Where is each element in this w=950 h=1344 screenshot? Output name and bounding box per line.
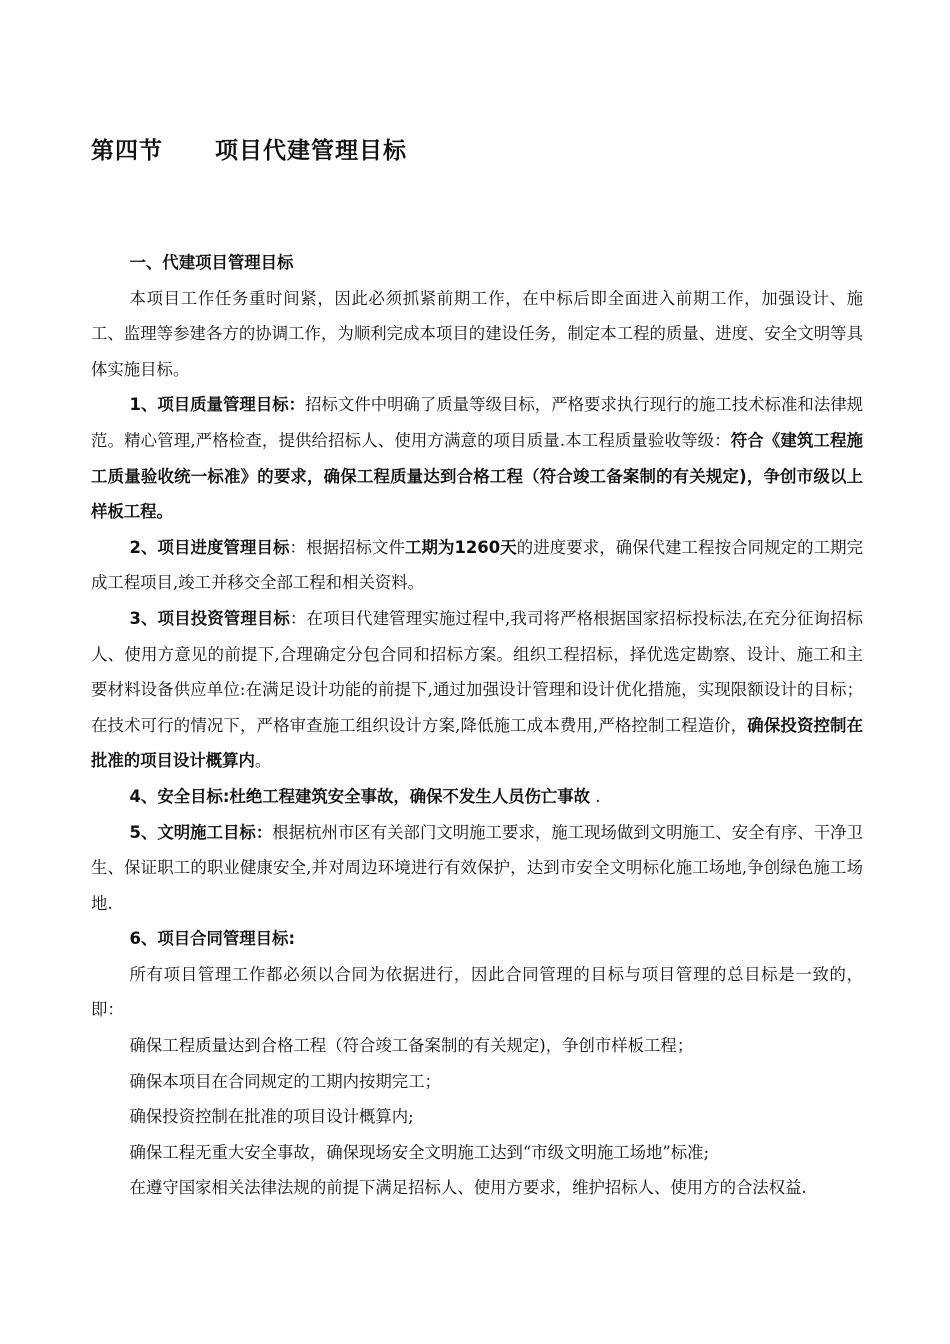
investment-goal-emphasis: 确保投资控制在批准的项目设计概算内	[91, 715, 864, 771]
investment-goal-end: 。	[254, 751, 272, 771]
section-heading: 项目代建管理目标	[215, 138, 407, 164]
contract-goal-item: 确保本项目在合同规定的工期内按期完工；	[129, 1071, 441, 1091]
safety-goal-label: 4、安全目标:杜绝工程建筑安全事故，确保不发生人员伤亡事故	[129, 786, 591, 806]
contract-goal-item: 在遵守国家相关法律法规的前提下满足招标人、使用方要求，维护招标人、使用方的合法权益.	[129, 1178, 807, 1198]
schedule-goal-paragraph	[91, 530, 863, 601]
subheading-1: 一、代建项目管理目标	[129, 253, 294, 272]
quality-goal-emphasis: 符合《建筑工程施工质量验收统一标准》的要求，确保工程质量达到合格工程（符合竣工备案制的有关规定)，争创市级以上样板工程。	[91, 430, 864, 522]
investment-goal-paragraph	[91, 601, 863, 779]
quality-goal-paragraph	[91, 387, 863, 529]
safety-goal-end: .	[590, 786, 601, 806]
contract-goal-item: 确保投资控制在批准的项目设计概算内;	[129, 1107, 414, 1127]
section-number: 第四节	[91, 138, 163, 164]
schedule-goal-label: 2、项目进度管理目标	[129, 537, 290, 557]
civilized-construction-label: 5、文明施工目标：	[129, 822, 273, 842]
quality-goal-text: 招标文件中明确了质量等级目标，严格要求执行现行的施工技术标准和法律规范。精心管理,严格检查，提供给招标人、使用方满意的项目质量.本工程质量验收等级：	[91, 395, 863, 450]
investment-goal-label: 3、项目投资管理目标	[129, 608, 290, 628]
document-body	[91, 245, 863, 1206]
contract-goal-item: 确保工程质量达到合格工程（符合竣工备案制的有关规定)，争创市样板工程；	[129, 1036, 694, 1056]
schedule-goal-duration: 工期为1260天	[405, 537, 517, 557]
schedule-goal-text-a: ：根据招标文件	[289, 537, 405, 557]
section-title	[91, 132, 407, 165]
schedule-goal-text-b: 的进度要求，确保代建工程按合同规定的工期完成工程项目,竣工并移交全部工程和相关资料。	[91, 537, 864, 593]
civilized-construction-text: 根据杭州市区有关部门文明施工要求，施工现场做到文明施工、安全有序、干净卫生、保证职工的职业健康安全,并对周边环境进行有效保护，达到市安全文明标化施工场地,争创绿色施工场地.	[91, 822, 864, 913]
investment-goal-text: ：在项目代建管理实施过程中,我司将严格根据国家招标投标法,在充分征询招标人、使用方意见的前提下,合理确定分包合同和招标方案。组织工程招标，择优选定勘察、设计、施工和主要材料设备供应单位:在满足设计功能的前提下,通过加强设计管理和设计优化措施，实现限额设计的目标；在技术可行的情况下，严格审查施工组织设计方案,降低施工成本费用,严格控制工程造价，	[91, 608, 864, 735]
contract-goal-item: 确保工程无重大安全事故，确保现场安全文明施工达到“市级文明施工场地”标准;	[129, 1142, 710, 1162]
safety-goal-paragraph	[91, 779, 863, 815]
civilized-construction-paragraph	[91, 815, 863, 922]
intro-paragraph: 本项目工作任务重时间紧，因此必须抓紧前期工作，在中标后即全面进入前期工作，加强设计、施工、监理等参建各方的协调工作，为顺利完成本项目的建设任务，制定本工程的质量、进度、安全文明等具体实施目标。	[91, 288, 863, 379]
contract-goal-intro: 所有项目管理工作都必须以合同为依据进行，因此合同管理的目标与项目管理的总目标是一致的，即：	[91, 964, 863, 1020]
quality-goal-label: 1、项目质量管理目标：	[129, 395, 306, 415]
contract-goal-heading: 6、项目合同管理目标:	[129, 929, 296, 949]
